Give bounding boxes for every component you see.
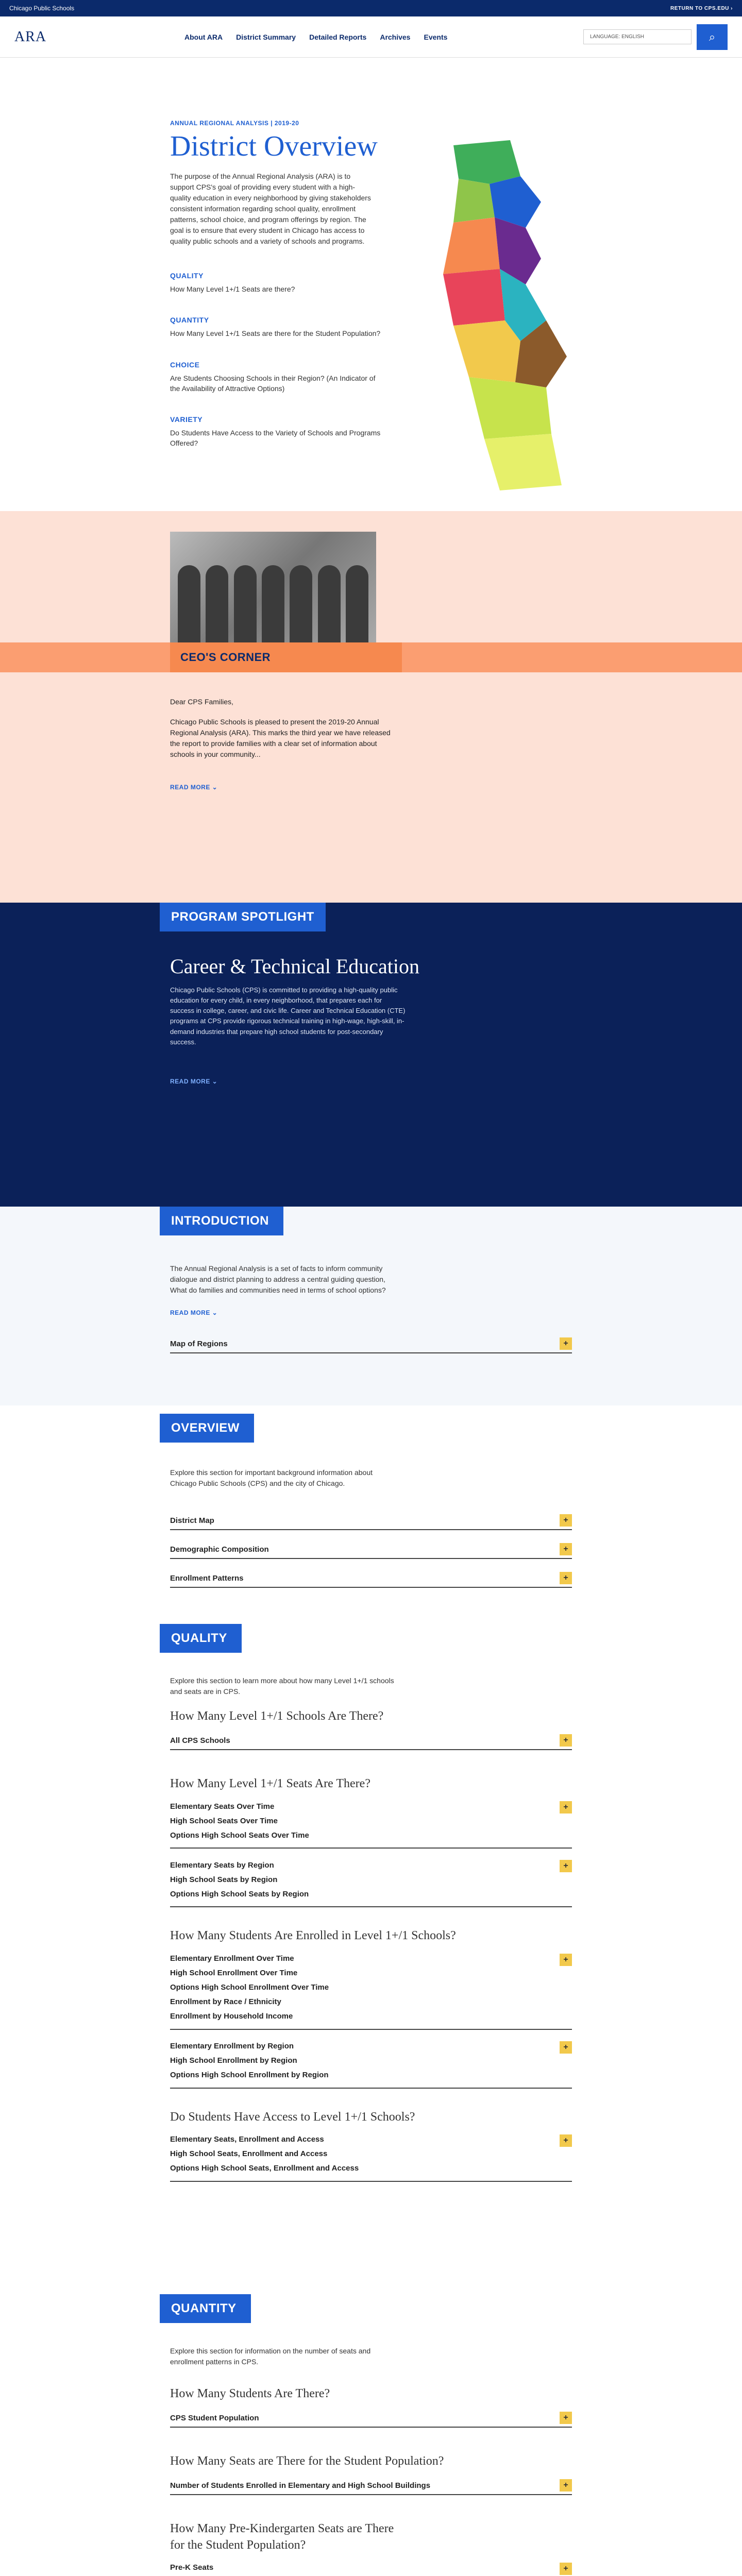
list-item[interactable]: High School Seats by Region [170,1875,278,1884]
map-region-southeast [484,434,562,490]
search-button[interactable] [697,24,728,50]
list-item[interactable]: Elementary Enrollment by Region [170,2042,294,2051]
map-region-greater-calumet [469,377,551,439]
plus-icon[interactable]: + [560,2563,572,2575]
spotlight-read-more-link[interactable]: READ MORE ⌄ [170,1078,218,1085]
accordion-row[interactable] [170,2477,572,2495]
accordion-row[interactable] [170,1335,572,1353]
list-item[interactable]: Options High School Enrollment by Region [170,2071,329,2080]
plus-icon[interactable]: + [560,1514,572,1527]
list-item[interactable]: High School Enrollment by Region [170,2056,297,2065]
top-bar [0,0,742,16]
quality-section [0,1619,742,2294]
list-item[interactable]: Options High School Seats by Region [170,1889,309,1899]
list-item[interactable]: High School Seats Over Time [170,1816,278,1825]
map-region-northwest [453,179,495,223]
accordion-row[interactable] [170,1732,572,1750]
top-bar-title: Chicago Public Schools [9,5,75,12]
chicago-region-map [423,135,577,496]
quality-body: Explore this section to learn more about how many Level 1+/1 schools and seats are in CPS. [170,1676,394,1696]
hero-body: The purpose of the Annual Regional Analysis (ARA) is to support CPS's goal of providing every student with a high-quality education in every neighborhood by giving stakeholders consistent information regarding school quality, enrollment patterns, school choice, and program offerings by region. The goal is to ensure that every student in Chicago has access to quality public schools and a variety of schools and programs. [170,172,371,245]
accordion-row-label: Enrollment Patterns [170,1573,244,1583]
quality-content [170,1675,572,2191]
list-item[interactable]: Elementary Seats, Enrollment and Access [170,2135,324,2144]
introduction-body: The Annual Regional Analysis is a set of facts to inform community dialogue and district planning to address a central guiding question, What do families and communities need in terms of school options? [170,1264,386,1294]
quantity-section [0,2294,742,2576]
question-title: How Many Level 1+/1 Schools Are There? [170,1709,384,1723]
plus-icon[interactable]: + [560,1801,572,1814]
overview-section [0,1405,742,1619]
language-select[interactable]: LANGUAGE: ENGLISH [583,29,692,44]
list-item[interactable]: Options High School Seats, Enrollment and Access [170,2164,359,2173]
hero-quality-question: How Many Level 1+/1 Seats are there? [170,285,295,293]
list-item[interactable]: Enrollment by Race / Ethnicity [170,1997,281,2007]
accordion-group[interactable] [170,2039,572,2089]
list-item[interactable]: High School Seats, Enrollment and Access [170,2149,328,2159]
hero-quantity-question: How Many Level 1+/1 Seats are there for the Student Population? [170,329,381,338]
nav-detailed-reports[interactable]: Detailed Reports [309,32,367,41]
introduction-label: INTRODUCTION [160,1207,283,1235]
spotlight-body: Chicago Public Schools (CPS) is committed to providing a high-quality public education for every child, in every neighborhood, that prepares each for success in college, career, and civic life. Career and Technical Education (CTE) programs at CPS provide rigorous technical training in high-wage, high-skill, in-demand industries that prepare high school students for post-secondary success. [170,986,406,1046]
ceo-corner-section [0,511,742,903]
accordion-group[interactable] [170,2132,572,2182]
spotlight-title: Career & Technical Education [170,955,420,978]
hero-choice-question: Are Students Choosing Schools in their Region? (An Indicator of the Availability of Attractive Options) [170,374,376,393]
map-region-west [443,217,500,274]
introduction-section [0,1207,742,1405]
accordion-group[interactable] [170,2561,572,2576]
list-item[interactable]: High School Enrollment Over Time [170,1969,298,1978]
program-spotlight-section [0,903,742,1207]
ceo-greeting: Dear CPS Families, [170,698,233,706]
nav-district-summary[interactable]: District Summary [236,32,296,41]
plus-icon[interactable]: + [560,2134,572,2147]
plus-icon[interactable]: + [560,1734,572,1747]
introduction-content [170,1263,572,1353]
search-icon: ⌕ [709,30,716,43]
nav-events[interactable]: Events [424,32,448,41]
plus-icon[interactable]: + [560,2412,572,2424]
map-region-far-north [453,140,520,184]
ceo-group-photo [170,532,376,642]
ceo-read-more-link[interactable]: READ MORE ⌄ [170,784,218,791]
list-item[interactable]: Elementary Enrollment Over Time [170,1954,294,1963]
program-spotlight-label: PROGRAM SPOTLIGHT [160,903,326,931]
plus-icon[interactable]: + [560,1954,572,1966]
accordion-row[interactable] [170,1512,572,1530]
plus-icon[interactable]: + [560,1860,572,1872]
hero-kicker: ANNUAL REGIONAL ANALYSIS | 2019-20 [170,120,299,127]
list-item[interactable]: Enrollment by Household Income [170,2012,293,2021]
list-item[interactable]: Pre-K Seats [170,2563,214,2572]
map-region-greater-midway [453,320,520,382]
hero-section [0,58,742,511]
accordion-row-label: Demographic Composition [170,1545,269,1554]
overview-body: Explore this section for important background information about Chicago Public Schools (CPS) and the city of Chicago. [170,1468,373,1487]
hero-quality-heading: QUALITY [170,272,204,280]
accordion-row-label: Number of Students Enrolled in Elementary and High School Buildings [170,2481,431,2490]
nav-archives[interactable]: Archives [380,32,411,41]
hero-quantity-heading: QUANTITY [170,316,209,325]
overview-content [170,1467,572,1588]
introduction-read-more-link[interactable]: READ MORE ⌄ [170,1309,218,1316]
quantity-label: QUANTITY [160,2294,251,2323]
list-item[interactable]: Elementary Seats Over Time [170,1802,275,1811]
question-title: How Many Students Are There? [170,2387,330,2400]
page-title: District Overview [170,130,378,162]
ceo-corner-label: CEO'S CORNER [170,642,402,672]
question-title: How Many Level 1+/1 Seats Are There? [170,1777,370,1791]
quantity-body: Explore this section for information on the number of seats and enrollment patterns in CPS. [170,2347,371,2366]
question-title: How Many Seats are There for the Student Population? [170,2454,444,2468]
list-item[interactable]: Options High School Enrollment Over Time [170,1983,329,1992]
ceo-text: Chicago Public Schools is pleased to present the 2019-20 Annual Regional Analysis (ARA). This marks the third year we have released the report to provide families with a clear set of information about schools in your community... [170,718,391,758]
question-title: Do Students Have Access to Level 1+/1 Schools? [170,2110,415,2124]
accordion-row-label: Map of Regions [170,1339,228,1348]
accordion-row[interactable] [170,2409,572,2428]
accordion-row-label: CPS Student Population [170,2413,259,2422]
accordion-row-label: District Map [170,1516,214,1525]
return-link[interactable]: RETURN TO CPS.EDU › [670,5,733,11]
ceo-body [170,697,397,792]
map-region-southwest [443,269,505,326]
plus-icon[interactable]: + [560,2479,572,2492]
accordion-row-label: All CPS Schools [170,1736,230,1745]
ceo-bar [0,642,742,672]
hero-variety-heading: VARIETY [170,415,203,424]
accordion-group[interactable] [170,1799,572,1849]
list-item[interactable]: Options High School Seats Over Time [170,1831,309,1840]
accordion-group[interactable] [170,1858,572,1907]
question-title: How Many Pre-Kindergarten Seats are There for the Student Population? [170,2522,394,2552]
hero-variety-question: Do Students Have Access to the Variety of Schools and Programs Offered? [170,429,381,448]
accordion-row[interactable] [170,1569,572,1588]
accordion-row[interactable] [170,1540,572,1559]
ara-logo[interactable]: ARA [14,28,47,45]
quality-label: QUALITY [160,1624,242,1653]
main-nav [184,33,583,41]
nav-about[interactable]: About ARA [184,32,223,41]
list-item[interactable]: Elementary Seats by Region [170,1860,274,1870]
overview-label: OVERVIEW [160,1414,254,1443]
question-title: How Many Students Are Enrolled in Level 1+/1 Schools? [170,1929,456,1943]
site-header [0,16,742,58]
plus-icon[interactable]: + [560,1572,572,1584]
plus-icon[interactable]: + [560,1543,572,1555]
accordion-group[interactable] [170,1952,572,2030]
hero-choice-heading: CHOICE [170,360,200,369]
plus-icon[interactable]: + [560,1337,572,1350]
plus-icon[interactable]: + [560,2041,572,2054]
quantity-content [170,2346,572,2576]
